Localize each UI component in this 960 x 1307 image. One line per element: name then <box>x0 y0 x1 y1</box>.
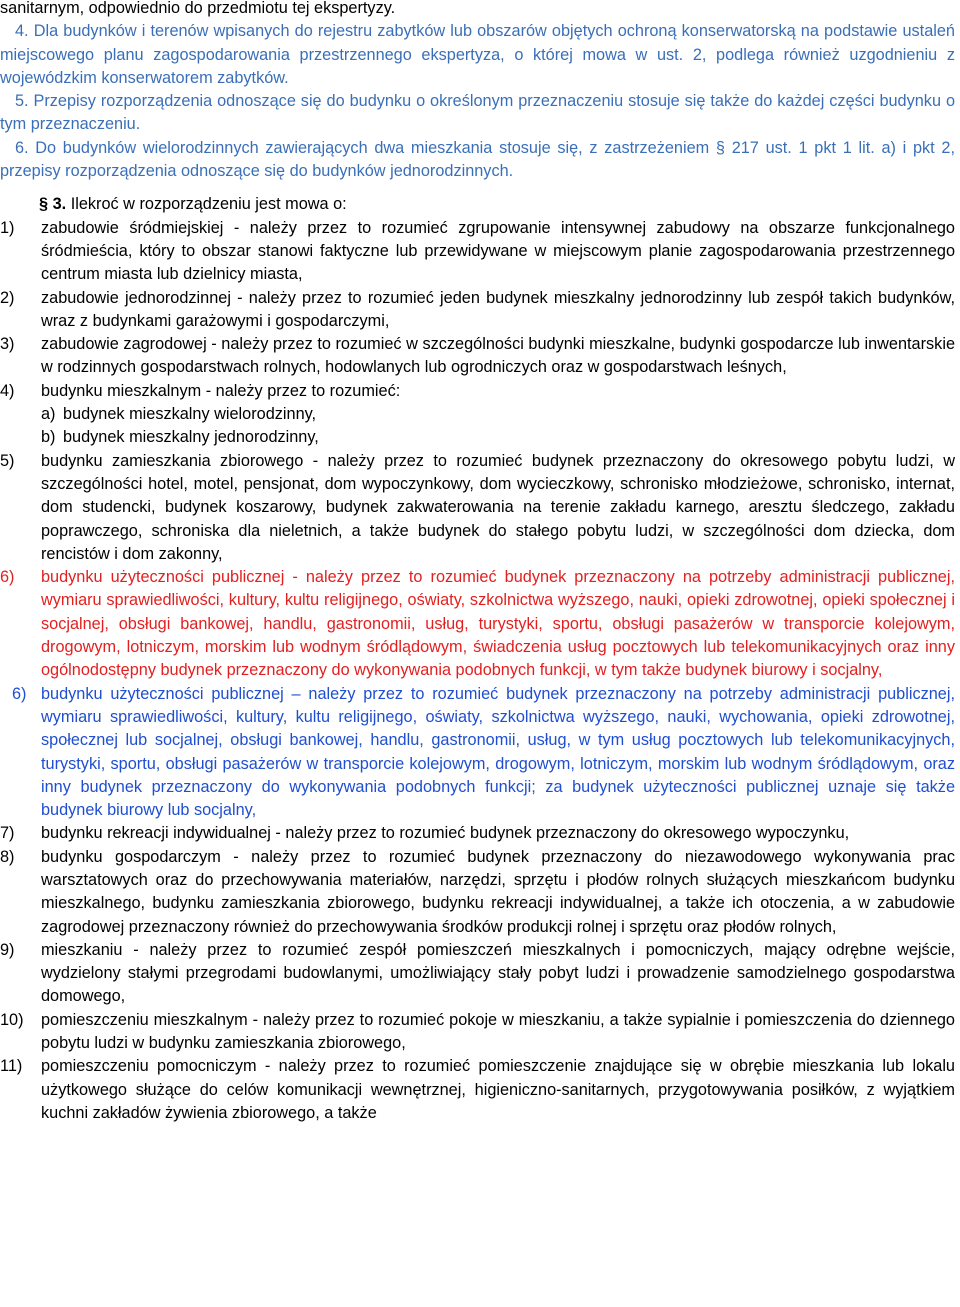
sub-item-text: budynek mieszkalny jednorodzinny, <box>63 428 319 447</box>
list-item <box>0 846 955 939</box>
list-item <box>0 1009 955 1056</box>
item-text: mieszkaniu - należy przez to rozumieć zespół pomieszczeń mieszkalnych i pomocniczych, mający odrębne wejście, wydzielony stałymi przegrodami budowlanymi, umożliwiający stały pobyt ludzi i prowadzenie samodzielnego gospodarstwa domowego, <box>41 940 955 1006</box>
paragraph-4: 4. Dla budynków i terenów wpisanych do rejestru zabytków lub obszarów objętych ochroną konserwatorską na podstawie ustaleń miejscowego planu zagospodarowania przestrzennego ekspertyza, o której mowa w ust. 2, podlega również uzgodnieniu z wojewódzkim konserwatorem zabytków. <box>0 22 955 87</box>
list-item <box>0 450 955 566</box>
item-text: budynku rekreacji indywidualnej - należy przez to rozumieć budynek przeznaczony do okresowego wypoczynku, <box>41 824 850 843</box>
list-item <box>0 217 955 287</box>
item-number: 2) <box>0 288 15 307</box>
item-text: budynku użyteczności publicznej - należy przez to rozumieć budynek przeznaczony na potrzeby administracji publicznej, wymiaru sprawiedliwości, kultury, kultu religijnego, oświaty, szkolnictwa wyższego, nauki, opieki zdrowotnej, opieki społecznej i socjalnej, obsługi bankowej, handlu, gastronomii, usług, turystyki, sportu, obsługi pasażerów w transporcie kolejowym, drogowym, lotniczym, morskim lub wodnym śródlądowym, świadczenia usług pocztowych lub telekomunikacyjnych oraz inny ogólnodostępny budynek przeznaczony do wykonywania podobnych funkcji, w tym także budynek biurowy i socjalny, <box>41 568 955 680</box>
item-text: zabudowie zagrodowej - należy przez to rozumieć w szczególności budynki mieszkalne, budynki gospodarcze lub inwentarskie w rodzinnych gospodarstwach rolnych, hodowlanych lub ogrodniczych oraz w gospodarstwach leśnych, <box>41 335 955 377</box>
section-intro: Ilekroć w rozporządzeniu jest mowa o: <box>70 195 347 214</box>
paragraph-continuation: sanitarnym, odpowiednio do przedmiotu tej ekspertyzy. <box>0 0 396 17</box>
definitions-list <box>0 217 955 1126</box>
section-label: § 3. <box>39 195 67 214</box>
item-text: budynku mieszkalnym - należy przez to rozumieć: <box>41 381 401 400</box>
list-item <box>0 1055 955 1125</box>
item-number: 5) <box>0 451 15 470</box>
paragraph-5: 5. Przepisy rozporządzenia odnoszące się do budynku o określonym przeznaczeniu stosuje się także do każdej części budynku o tym przeznaczeniu. <box>0 92 955 134</box>
list-item-amended-version <box>0 683 955 823</box>
list-item <box>0 287 955 334</box>
item-text: zabudowie jednorodzinnej - należy przez to rozumieć jeden budynek mieszkalny jednorodzinny lub zespół takich budynków, wraz z budynkami garażowymi i gospodarczymi, <box>41 288 955 330</box>
item-text: budynku zamieszkania zbiorowego - należy przez to rozumieć budynek przeznaczony do okresowego pobytu ludzi, w szczególności hotel, motel, pensjonat, dom wypoczynkowy, dom wycieczkowy, schronisko młodzieżowe, schronisko, internat, dom studencki, budynek koszarowy, budynek zakwaterowania na terenie zakładu karnego, aresztu śledczego, zakładu poprawczego, schroniska dla nieletnich, a także budynek do stałego pobytu ludzi, w szczególności dom dziecka, dom rencistów i dom zakonny, <box>41 451 955 563</box>
list-item <box>0 822 955 845</box>
list-item <box>0 380 955 403</box>
item-text: pomieszczeniu pomocniczym - należy przez to rozumieć pomieszczenie znajdujące się w obrębie mieszkania lub lokalu użytkowego służące do celów komunikacji wewnętrznej, higieniczno-sanitarnych, przygotowywania posiłków, z wyjątkiem kuchni zakładów żywienia zbiorowego, a także <box>41 1057 955 1122</box>
sub-item-label: a) <box>41 405 56 424</box>
item-number: 6) <box>0 568 15 587</box>
item-text: zabudowie śródmiejskiej - należy przez to rozumieć zgrupowanie intensywnej zabudowy na obszarze funkcjonalnego śródmieścia, który to obszar stanowi faktyczne lub przewidywane w miejscowym planie zagospodarowania przestrzennego centrum miasta lub dzielnicy miasta, <box>41 218 955 284</box>
paragraph-6: 6. Do budynków wielorodzinnych zawierających dwa mieszkania stosuje się, z zastrzeżeniem § 217 ust. 1 pkt 1 lit. a) i pkt 2, przepisy rozporządzenia odnoszące się do budynków jednorodzinnych. <box>0 138 955 181</box>
item-number: 1) <box>0 218 15 237</box>
sub-item <box>41 426 955 449</box>
sub-item-label: b) <box>41 428 56 447</box>
item-text: budynku gospodarczym - należy przez to rozumieć budynek przeznaczony do niezawodowego wykonywania prac warsztatowych oraz do przechowywania materiałów, narzędzi, sprzętu i płodów rolnych służących mieszkańcom budynku mieszkalnego, budynku zamieszkania zbiorowego, budynku rekreacji indywidualnej, a także ich otoczenia, a w zabudowie zagrodowej przeznaczony również do przechowywania środków produkcji rolnej i sprzętu oraz płodów rolnych, <box>41 847 955 936</box>
item-number: 11) <box>0 1057 23 1076</box>
item-number: 3) <box>0 335 15 354</box>
sub-item <box>41 403 955 426</box>
list-item-deleted-version <box>0 566 955 682</box>
item-number: 8) <box>0 847 15 866</box>
item-text: pomieszczeniu mieszkalnym - należy przez to rozumieć pokoje w mieszkaniu, a także sypialnie i pomieszczenia do dziennego pobytu ludzi w budynku zamieszkania zbiorowego, <box>41 1010 955 1053</box>
list-item <box>0 333 955 380</box>
list-item <box>0 939 955 1009</box>
section-heading <box>0 193 955 216</box>
item-number: 6) <box>12 684 27 703</box>
item-number: 10) <box>0 1010 24 1029</box>
sub-item-text: budynek mieszkalny wielorodzinny, <box>63 405 317 424</box>
item-number: 9) <box>0 940 15 959</box>
sub-list <box>41 403 955 450</box>
item-number: 4) <box>0 381 15 400</box>
item-number: 7) <box>0 824 15 843</box>
item-text: budynku użyteczności publicznej – należy przez to rozumieć budynek przeznaczony na potrzeby administracji publicznej, wymiaru sprawiedliwości, kultury, kultu religijnego, oświaty, szkolnictwa wyższego, nauki, wychowania, opieki zdrowotnej, społecznej lub socjalnej, obsługi bankowej, handlu, gastronomii, usług, w tym usług pocztowych lub telekomunikacyjnych, turystyki, sportu, obsługi pasażerów w transporcie kolejowym, drogowym, lotniczym, morskim lub wodnym śródlądowym, oraz inny budynek przeznaczony do wykonywania podobnych funkcji; za budynek użyteczności publicznej uznaje się także budynek biurowy lub socjalny, <box>41 684 955 820</box>
